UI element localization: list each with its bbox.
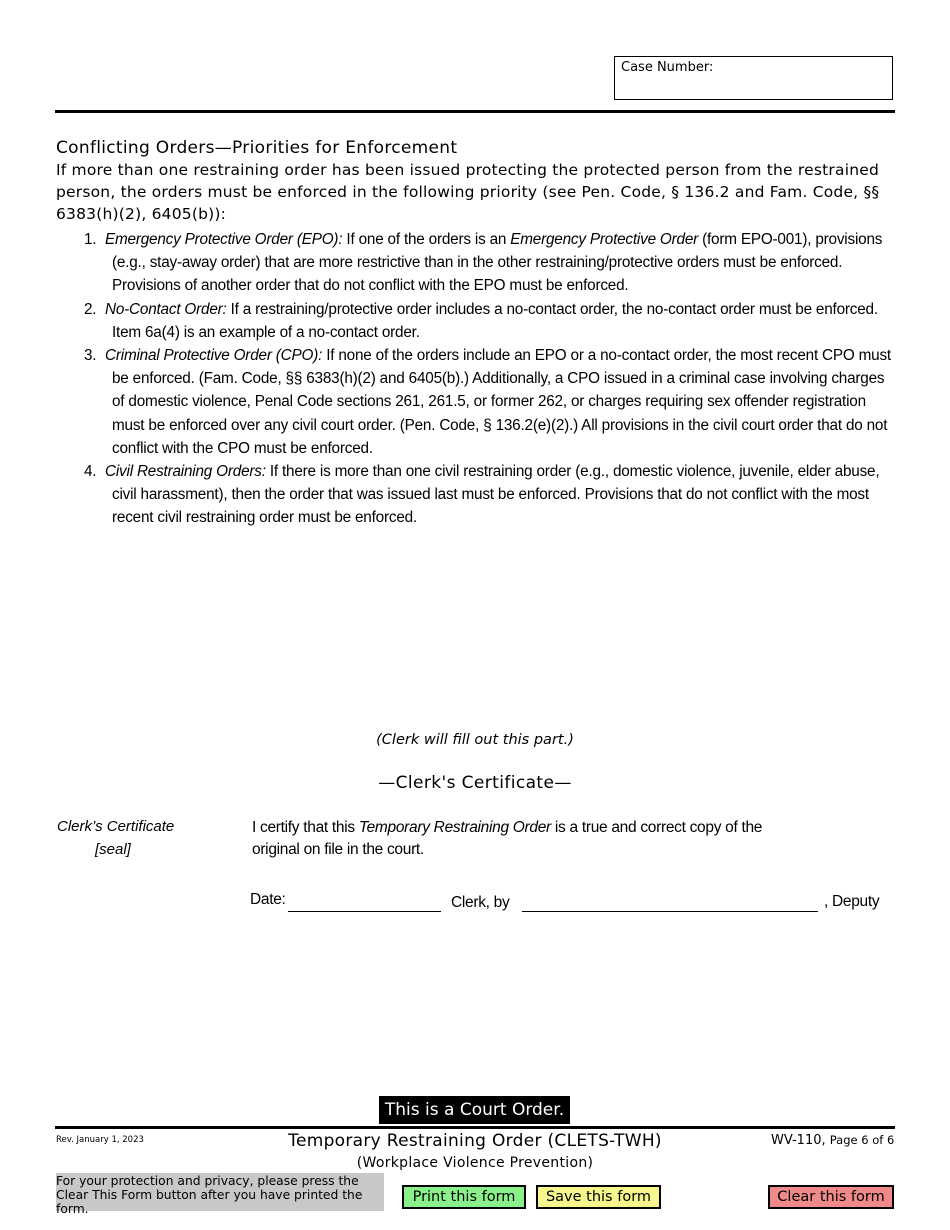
list-item-number: 1. [84, 231, 97, 248]
section-intro: If more than one restraining order has been issued protecting the protected person from the restrained person, the orders must be enforced in the following priority (see Pen. Code, § 136.2 and Fam. Code, §§ 6383(h)(2), 6405(b)): [56, 161, 880, 223]
list-item [56, 460, 896, 530]
list-item-text: If none of the orders include an EPO or a no-contact order, the most recent CPO must be enforced. (Fam. Code, §§ 6383(h)(2) and 6405(b).) Additionally, a CPO issued in a criminal case involving charges of domestic violence, Penal Code sections 261, 261.5, or former 262, or charges requiring sex offender registration must be enforced over any civil court order. (Pen. Code, § 136.2(e)(2).) All provisions in the civil court order that do not conflict with the CPO must be enforced. [112, 347, 891, 457]
clear-form-button[interactable]: Clear this form [768, 1185, 894, 1209]
header-divider [55, 110, 895, 113]
section-title: Conflicting Orders—Priorities for Enforcement [56, 138, 458, 158]
footer-form-subtitle: (Workplace Violence Prevention) [356, 1155, 594, 1171]
cert-text-part: I certify that this [252, 819, 359, 836]
list-item-number: 3. [84, 347, 97, 365]
list-item-label: No-Contact Order: [105, 300, 227, 318]
clerk-by-label: Clerk, by [451, 894, 510, 911]
print-form-button[interactable]: Print this form [402, 1185, 526, 1209]
case-number-box[interactable] [614, 56, 893, 100]
cert-text-italic: Temporary Restraining Order [358, 819, 551, 836]
page-number: Page 6 of 6 [829, 1133, 895, 1147]
list-item-text: If one of the orders is an [342, 231, 511, 248]
save-form-button[interactable]: Save this form [536, 1185, 661, 1209]
clerk-signature-field[interactable] [522, 911, 818, 912]
list-item-label: Criminal Protective Order (CPO): [105, 347, 323, 365]
priority-list [56, 228, 896, 530]
list-item [56, 344, 896, 460]
certification-text [252, 817, 812, 861]
list-item-italic: Emergency Protective Order [510, 231, 699, 248]
footer-form-title: Temporary Restraining Order (CLETS-TWH) [288, 1131, 662, 1151]
deputy-label: , Deputy [824, 893, 880, 910]
list-item-number: 4. [84, 463, 97, 481]
form-number: WV-110, [771, 1133, 826, 1148]
case-number-label: Case Number: [621, 60, 714, 75]
date-label: Date: [250, 891, 286, 908]
clerk-note: (Clerk will fill out this part.) [376, 732, 574, 748]
clerk-certificate-label: Clerk’s Certificate [57, 818, 175, 835]
list-item [56, 298, 896, 344]
cert-text-part: is a true and correct copy of the original on file in the court. [252, 819, 763, 858]
list-item-label: Civil Restraining Orders: [105, 463, 266, 481]
list-item-text: (form EPO-001), provisions (e.g., stay-away order) that are more restrictive than in the other restraining/protective orders must be enforced. Provisions of another order that do not conflict with the EPO must be enforced. [112, 231, 883, 295]
list-item-label: Emergency Protective Order (EPO): [105, 231, 343, 248]
date-field[interactable] [288, 911, 441, 912]
form-id [771, 1133, 894, 1148]
seal-label: [seal] [95, 841, 131, 858]
clerk-certificate-heading: —Clerk's Certificate— [378, 773, 572, 793]
list-item-text: If there is more than one civil restraining order (e.g., domestic violence, juvenile, elder abuse, civil harassment), then the order that was issued last must be enforced. Provisions that do not conflict with the most recent civil restraining order must be enforced. [112, 463, 880, 527]
privacy-notice: For your protection and privacy, please press the Clear This Form button after you have printed the form. [56, 1173, 384, 1211]
list-item-number: 2. [84, 300, 97, 318]
list-item [56, 228, 896, 298]
revision-date: Rev. January 1, 2023 [56, 1135, 144, 1145]
footer-divider [55, 1126, 895, 1129]
list-item-text: If a restraining/protective order includes a no-contact order, the no-contact order must be enforced. Item 6a(4) is an example of a no-contact order. [112, 300, 878, 341]
court-order-banner: This is a Court Order. [379, 1096, 570, 1124]
